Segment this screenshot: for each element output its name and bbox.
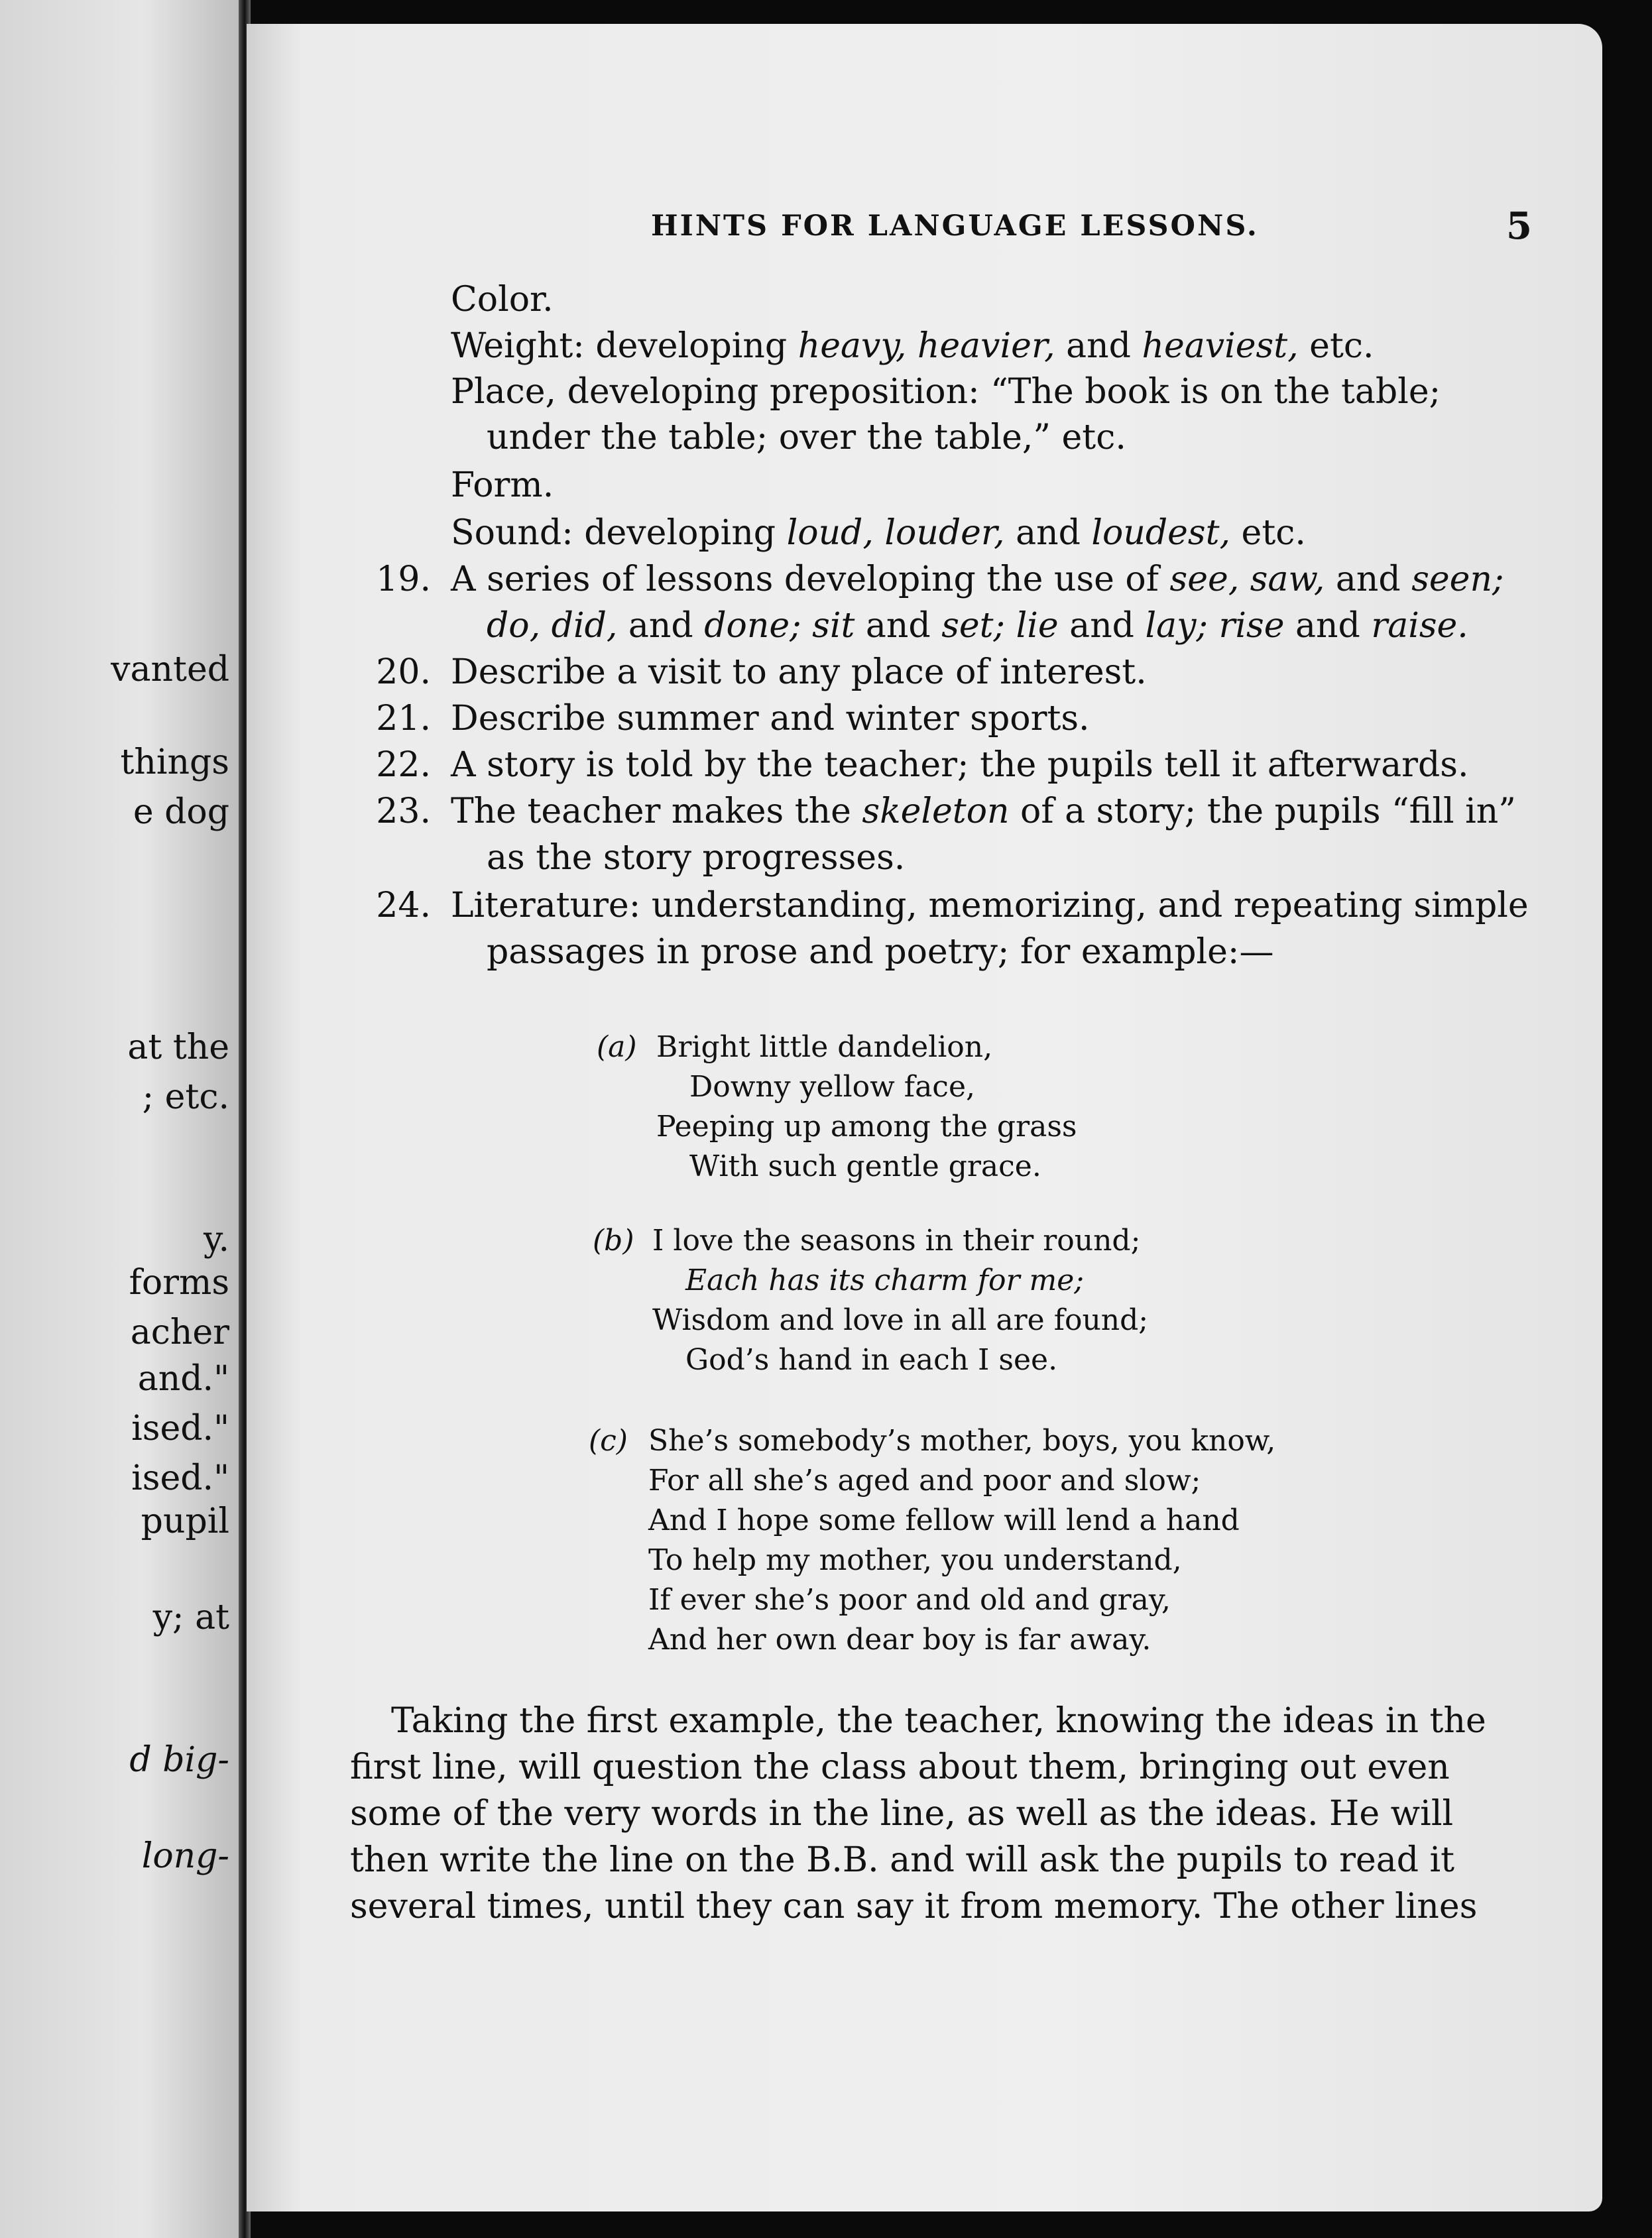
poem-line: Wisdom and love in all are found; [652,1303,1149,1337]
right-page [247,24,1602,2211]
left-fragment: at the [127,1028,229,1067]
item-number: 24. [376,886,431,925]
poem-line: She’s somebody’s mother, boys, you know, [648,1424,1276,1458]
left-fragment: long- [141,1836,229,1876]
item-number: 21. [376,699,431,738]
left-fragment: vanted [111,650,229,689]
poem-line: With such gentle grace. [689,1149,1041,1183]
left-fragment: y. [204,1220,229,1260]
poem-line: If ever she’s poor and old and gray, [648,1583,1171,1617]
poem-line: For all she’s aged and poor and slow; [648,1464,1201,1498]
item-weight: Weight: developing heavy, heavier, and heaviest, etc. [451,326,1374,366]
left-fragment: d big- [129,1740,229,1780]
poem-line: And her own dear boy is far away. [648,1623,1151,1657]
poem-line: To help my mother, you understand, [648,1543,1182,1577]
poem-label: (a) [597,1030,637,1064]
poem-line: God’s hand in each I see. [685,1343,1058,1377]
item-19-line1: A series of lessons developing the use of see, saw, and seen; [451,560,1504,599]
left-fragment: y; at [152,1598,229,1637]
item-form: Form. [451,465,554,505]
poem-line: Each has its charm for me; [685,1264,1085,1297]
paragraph-line: some of the very words in the line, as well as the ideas. He will [350,1794,1454,1834]
left-fragment: ised." [131,1458,229,1498]
left-fragment: pupil [141,1502,229,1541]
paragraph-line: several times, until they can say it from memory. The other lines [350,1887,1478,1926]
item-19-line2: do, did, and done; sit and set; lie and lay; rise and raise. [487,606,1468,646]
item-20: Describe a visit to any place of interest. [451,652,1147,692]
item-place-line2: under the table; over the table,” etc. [487,418,1126,457]
item-21: Describe summer and winter sports. [451,699,1090,738]
poem-line: Peeping up among the grass [656,1110,1077,1144]
running-head: HINTS FOR LANGUAGE LESSONS. [651,209,1259,243]
item-number: 23. [376,792,431,831]
left-fragment: e dog [133,792,229,832]
item-place-line1: Place, developing preposition: “The book is on the table; [451,372,1441,412]
paragraph-line: first line, will question the class about them, bringing out even [350,1747,1450,1787]
item-23-line1: The teacher makes the skeleton of a story; the pupils “fill in” [451,792,1516,831]
left-page [0,0,239,2238]
item-color: Color. [451,280,554,320]
poem-line: And I hope some fellow will lend a hand [648,1503,1240,1537]
poem-label: (c) [589,1424,628,1458]
poem-line: Downy yellow face, [689,1070,975,1104]
left-fragment: and." [137,1359,229,1399]
item-number: 19. [376,560,431,599]
poem-line: I love the seasons in their round; [652,1224,1141,1258]
item-24-line2: passages in prose and poetry; for example:— [487,932,1274,972]
poem-label: (b) [593,1224,634,1258]
paragraph-line: Taking the first example, the teacher, knowing the ideas in the [391,1701,1486,1741]
poem-line: Bright little dandelion, [656,1030,993,1064]
item-24-line1: Literature: understanding, memorizing, and repeating simple [451,886,1529,925]
left-fragment: acher [130,1313,229,1352]
item-22: A story is told by the teacher; the pupils tell it afterwards. [451,745,1469,785]
paragraph-line: then write the line on the B.B. and will ask the pupils to read it [350,1840,1455,1880]
left-fragment: ised." [131,1409,229,1448]
item-23-line2: as the story progresses. [487,838,906,878]
left-fragment: things [120,742,229,782]
left-fragment: forms [129,1263,229,1303]
item-number: 20. [376,652,431,692]
page-number: 5 [1506,204,1532,248]
left-fragment: ; etc. [142,1077,229,1117]
item-number: 22. [376,745,431,785]
item-sound: Sound: developing loud, louder, and loudest, etc. [451,513,1306,553]
